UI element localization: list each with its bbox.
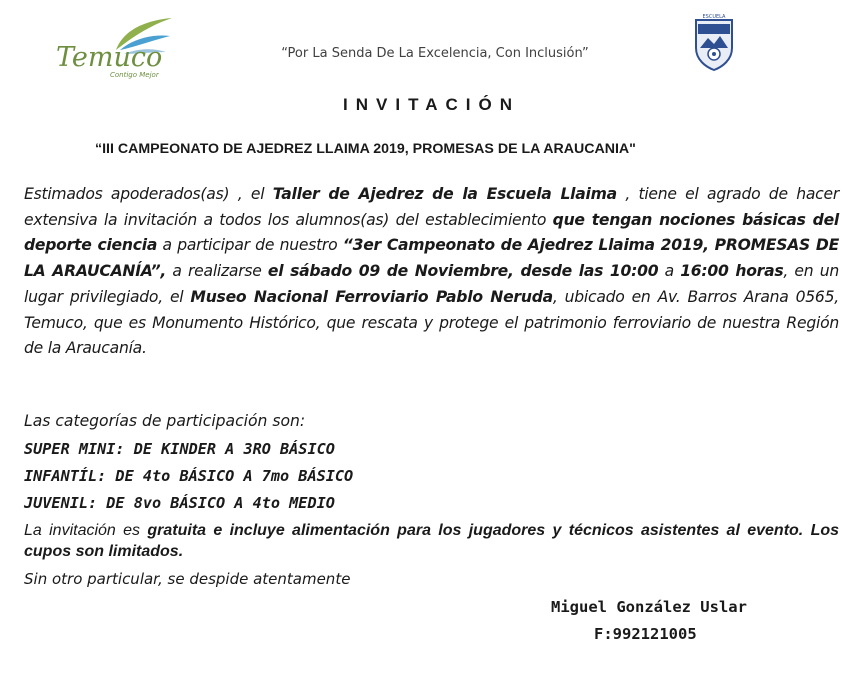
note-text-bold: gratuita e incluye alimentación para los jugadores y técnicos asistentes al evento. Los cupos son limitados.: [24, 522, 840, 560]
free-entry-note: [24, 520, 839, 562]
body-text-bold: Taller de Ajedrez de la Escuela Llaima: [272, 185, 617, 203]
temuco-leaf-icon: [54, 14, 174, 82]
page-title: INVITACIÓN: [343, 95, 520, 114]
body-text: , en un lugar privilegiado, el: [24, 262, 839, 306]
school-motto: “Por La Senda De La Excelencia, Con Inclusión”: [281, 46, 589, 61]
event-subtitle: “III CAMPEONATO DE AJEDREZ LLAIMA 2019, PROMESAS DE LA ARAUCANIA": [95, 141, 636, 157]
svg-text:ESCUELA: ESCUELA: [702, 14, 726, 20]
closing-line: Sin otro particular, se despide atentamente: [24, 570, 351, 588]
categories-intro: Las categorías de participación son:: [24, 412, 306, 430]
category-item: JUVENIL: DE 8vo BÁSICO A 4to MEDIO: [24, 494, 335, 512]
note-text: La invitación es: [24, 522, 148, 539]
svg-text:Contigo Mejor: Contigo Mejor: [110, 71, 159, 79]
school-crest: [692, 12, 736, 72]
body-text-bold: 16:00 horas: [680, 262, 784, 281]
signature-phone: F:992121005: [594, 625, 697, 643]
category-item: SUPER MINI: DE KINDER A 3RO BÁSICO: [24, 440, 335, 458]
signature-name: Miguel González Uslar: [551, 598, 747, 616]
body-text-bold: que tengan nociones básicas del deporte ciencia: [24, 210, 840, 255]
body-text: , ubicado en Av. Barros Arana 0565, Temuco, que es Monumento Histórico, que rescata y protege el patrimonio ferroviario de nuestra Región de la Araucanía.: [24, 287, 839, 358]
shield-icon: [692, 12, 736, 72]
invitation-body: [24, 182, 839, 362]
category-item: INFANTÍL: DE 4to BÁSICO A 7mo BÁSICO: [24, 467, 354, 485]
body-text-bold: “3er Campeonato de Ajedrez Llaima 2019, PROMESAS DE LA ARAUCANÍA”,: [24, 236, 839, 281]
body-text-bold: Museo Nacional Ferroviario Pablo Neruda: [190, 287, 553, 306]
svg-text:Temuco: Temuco: [56, 42, 163, 73]
body-text: a participar de nuestro: [157, 236, 343, 255]
body-text: a realizarse: [166, 262, 268, 281]
temuco-logo: [54, 14, 174, 82]
body-text: Estimados apoderados(as) , el: [24, 185, 273, 203]
body-text: , tiene el agrado de hacer extensiva la invitación a todos los alumnos(as) del establecimiento: [24, 185, 839, 229]
body-text: a: [658, 262, 681, 281]
body-text-bold: el sábado 09 de Noviembre, desde las 10:00: [267, 262, 659, 281]
